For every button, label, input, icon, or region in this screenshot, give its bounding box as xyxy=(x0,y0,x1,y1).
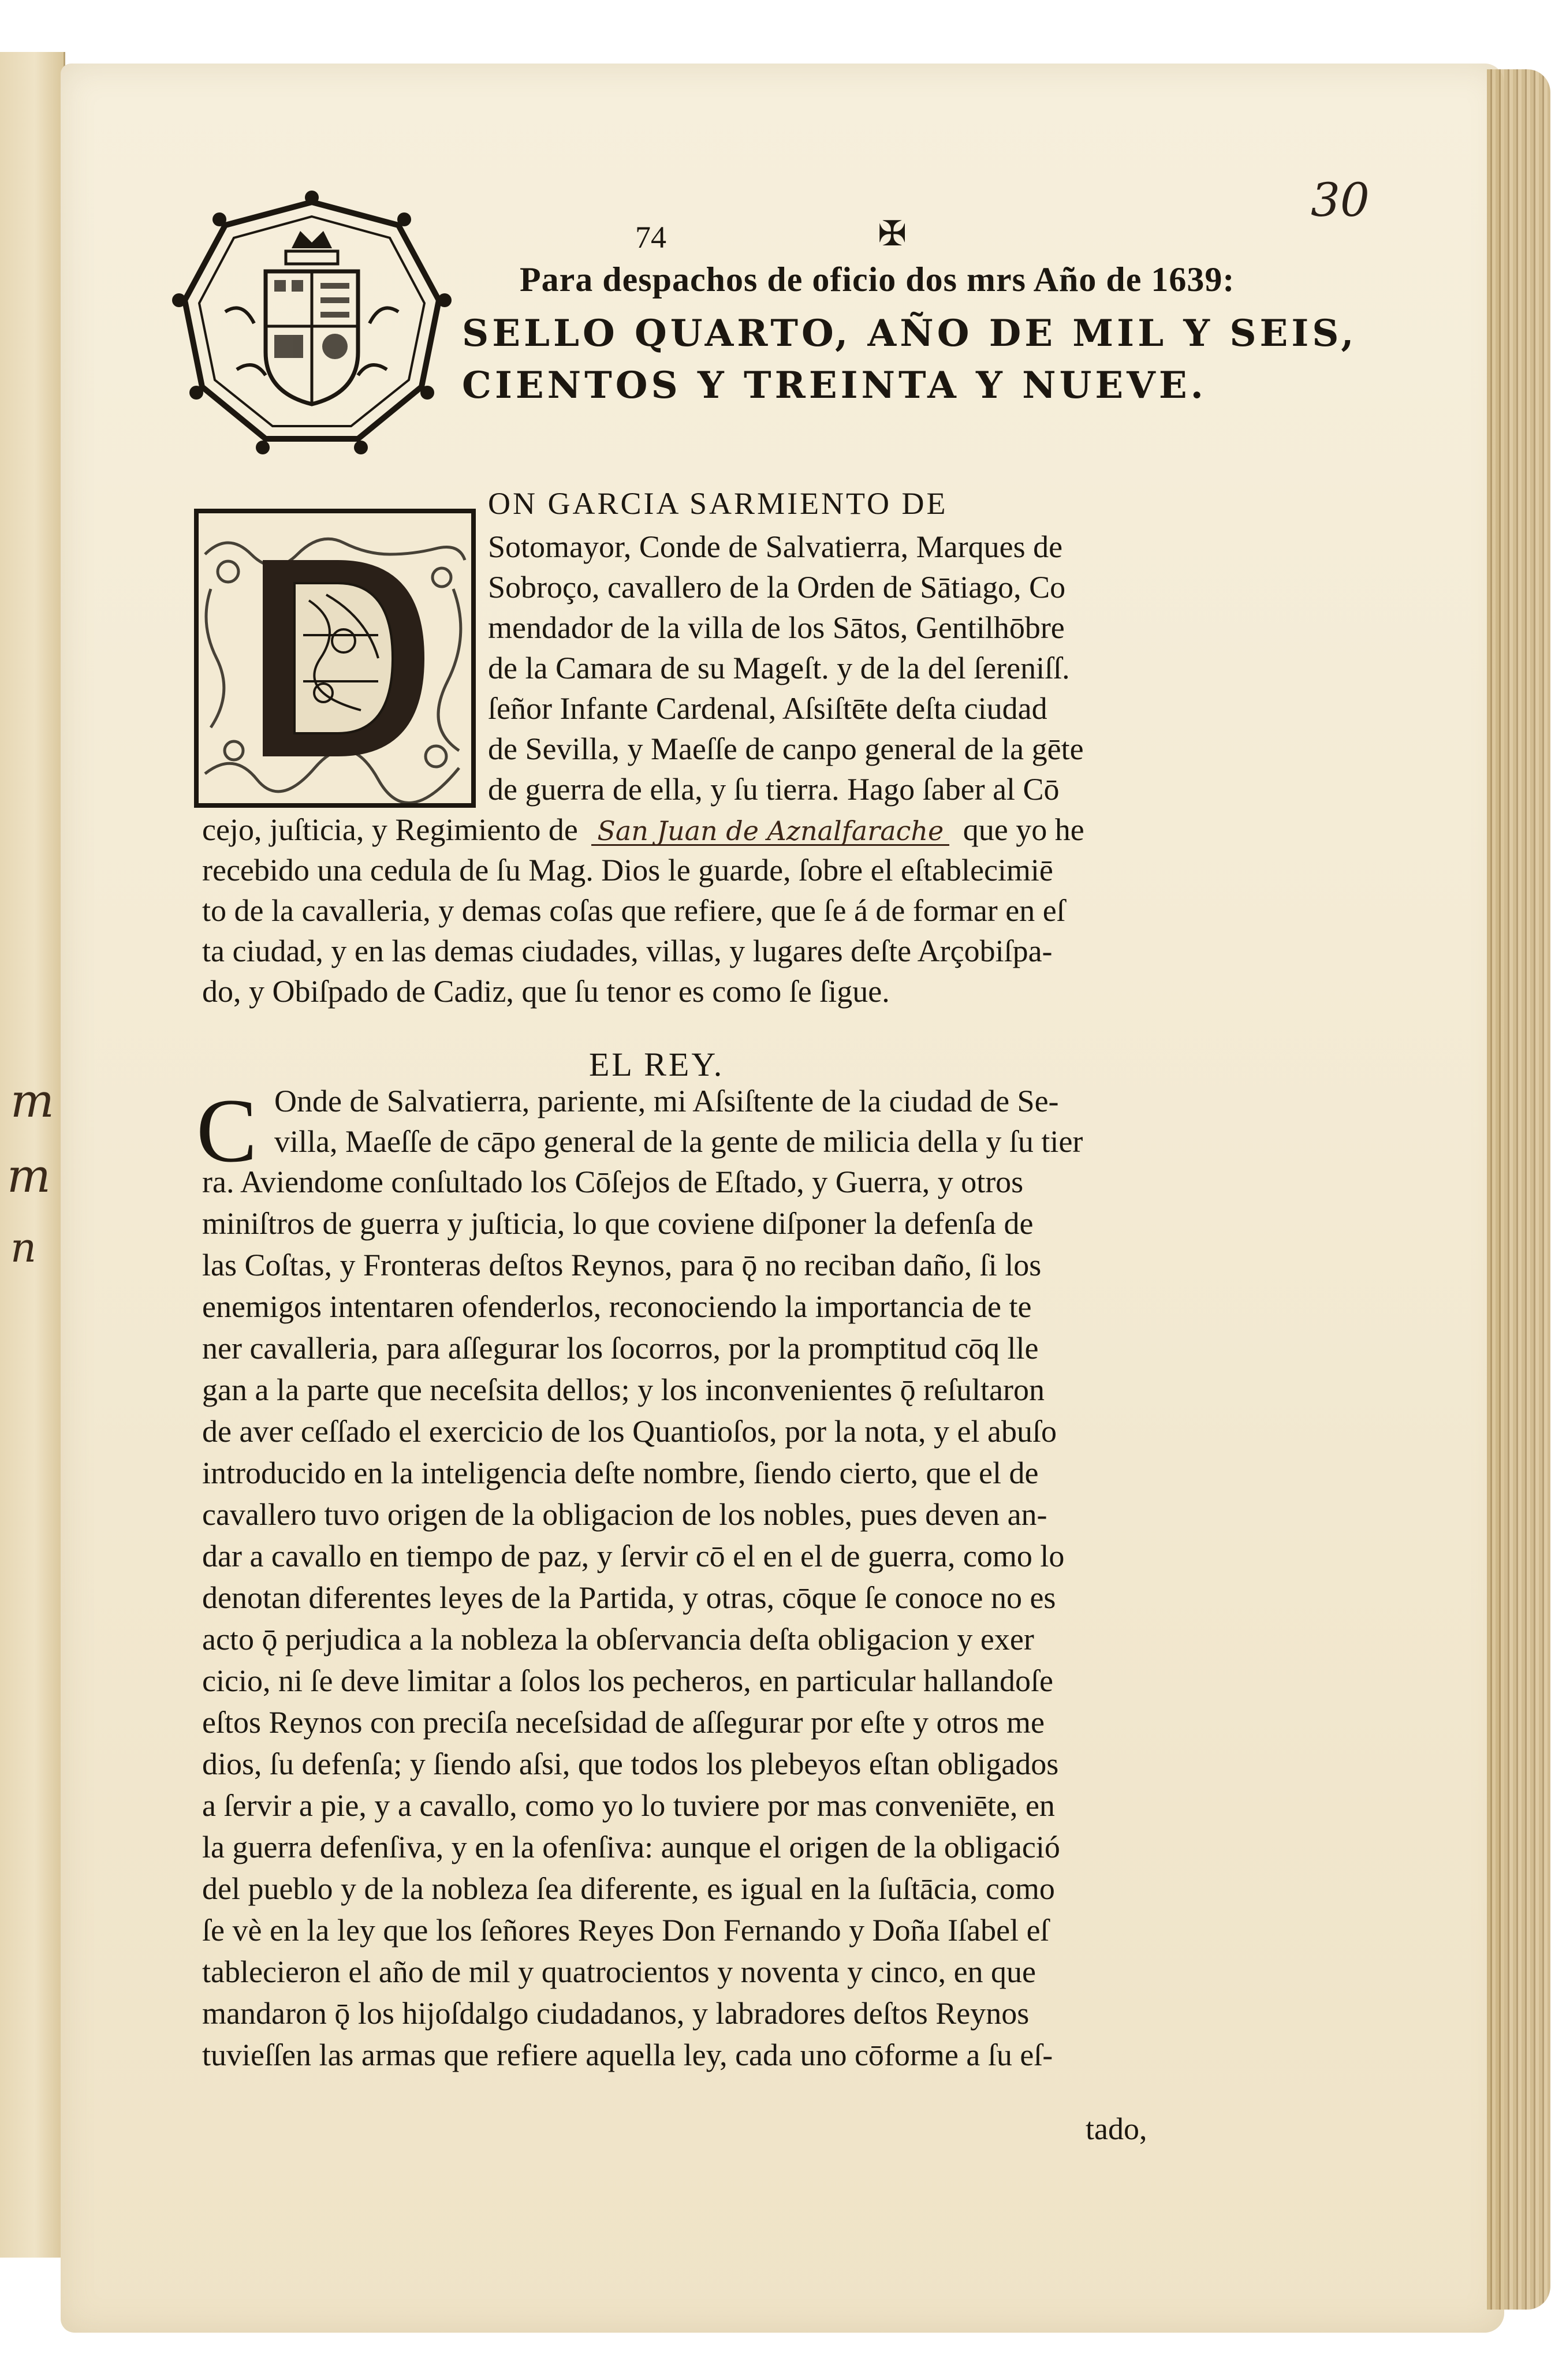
text-line: Sotomayor, Conde de Salvatierra, Marques de xyxy=(488,529,1063,564)
text-line: ta ciudad, y en las demas ciudades, villas, y lugares deſte Arçobiſpa- xyxy=(202,934,1053,968)
text-line: Onde de Salvatierra, pariente, mi Aſsiſtente de la ciudad de Se- xyxy=(274,1084,1059,1118)
concejo-prefix: cejo, juſticia, y Regimiento de xyxy=(202,812,578,847)
text-line: ſeñor Infante Cardenal, Aſsiſtēte deſta ciudad xyxy=(488,691,1047,726)
stamp-header-line-3: CIENTOS Y TREINTA Y NUEVE. xyxy=(462,364,1207,407)
text-line: acto ǭ perjudica a la nobleza la obſervancia deſta obligacion y exer xyxy=(202,1622,1034,1657)
text-line: de la Camara de su Mageſt. y de la del ſereniſſ. xyxy=(488,651,1070,685)
stamp-seal-coat-of-arms xyxy=(167,185,456,456)
text-line: tablecieron el año de mil y quatrocientos y noventa y cinco, en que xyxy=(202,1954,1036,1989)
text-line: dar a cavallo en tiempo de paz, y ſervir cō el en el de guerra, como lo xyxy=(202,1539,1065,1573)
text-line: denotan diferentes leyes de la Partida, y otras, cōque ſe conoce no es xyxy=(202,1580,1056,1615)
text-line: Sobroço, cavallero de la Orden de Sātiago, Co xyxy=(488,570,1066,605)
text-line: to de la cavalleria, y demas coſas que refiere, que ſe á de formar en eſ xyxy=(202,893,1065,928)
handwritten-place-name: San Juan de Aznalfarache xyxy=(591,818,949,846)
text-line: cavallero tuvo origen de la obligacion de los nobles, pues deven an- xyxy=(202,1497,1047,1532)
text-line: miniſtros de guerra y juſticia, lo que coviene diſponer la defenſa de xyxy=(202,1206,1034,1241)
text-line: eſtos Reynos con preciſa neceſsidad de aſſegurar por eſte y otros me xyxy=(202,1705,1045,1740)
catchword: tado, xyxy=(1086,2112,1147,2146)
text-line: de guerra de ella, y ſu tierra. Hago ſaber al Cō xyxy=(488,772,1060,807)
folio-number: 30 xyxy=(1311,173,1370,227)
text-line: enemigos intentaren ofenderlos, reconociendo la importancia de te xyxy=(202,1289,1032,1324)
text-line: introducido en la inteligencia deſte nombre, ſiendo cierto, que el de xyxy=(202,1456,1039,1490)
text-line: tuvieſſen las armas que refiere aquella ley, cada uno cōforme a ſu eſ- xyxy=(202,2038,1053,2072)
text-line: ner cavalleria, para aſſegurar los ſocorros, por la promptitud cōq lle xyxy=(202,1331,1039,1366)
stamp-header-line-2: SELLO QUARTO, AÑO DE MIL Y SEIS, xyxy=(462,312,1358,355)
text-line xyxy=(202,814,1084,846)
page-stack-edges xyxy=(1487,69,1550,2310)
text-line: la guerra defenſiva, y en la ofenſiva: aunque el origen de la obligació xyxy=(202,1830,1060,1864)
stamp-header-line-1: Para despachos de oficio dos mrs Año de 1639: xyxy=(520,260,1235,299)
initial-c: C xyxy=(196,1080,258,1181)
text-line: mandaron ǭ los hijoſdalgo ciudadanos, y labradores deſtos Reynos xyxy=(202,1996,1030,2031)
text-line: dios, ſu defenſa; y ſiendo aſsi, que todos los plebeyos eſtan obligados xyxy=(202,1747,1059,1781)
text-line: ON GARCIA SARMIENTO DE xyxy=(488,486,948,521)
text-line: de Sevilla, y Maeſſe de canpo general de la gēte xyxy=(488,732,1084,766)
text-line: mendador de la villa de los Sātos, Gentilhōbre xyxy=(488,610,1065,645)
decorated-initial-d xyxy=(193,508,476,808)
margin-mark: m xyxy=(10,1074,54,1128)
text-line: del pueblo y de la nobleza ſea diferente, es igual en la ſuſtācia, como xyxy=(202,1871,1055,1906)
text-line: cicio, ni ſe deve limitar a ſolos los pecheros, en particular hallandoſe xyxy=(202,1663,1053,1698)
text-line: las Coſtas, y Fronteras deſtos Reynos, para ǭ no reciban daño, ſi los xyxy=(202,1248,1042,1282)
page-number: 74 xyxy=(635,220,666,255)
concejo-suffix: que yo he xyxy=(963,812,1084,847)
text-line: ra. Aviendome conſultado los Cōſejos de Eſtado, y Guerra, y otros xyxy=(202,1165,1024,1199)
margin-mark: m xyxy=(7,1149,51,1203)
text-line: villa, Maeſſe de cāpo general de la gente de milicia della y ſu tier xyxy=(274,1124,1083,1159)
text-line: gan a la parte que neceſsita dellos; y los inconvenientes ǭ reſultaron xyxy=(202,1372,1045,1407)
text-line: do, y Obiſpado de Cadiz, que ſu tenor es como ſe ſigue. xyxy=(202,974,890,1009)
text-line: de aver ceſſado el exercicio de los Quantioſos, por la nota, y el abuſo xyxy=(202,1414,1057,1449)
text-line: a ſervir a pie, y a cavallo, como yo lo tuviere por mas conveniēte, en xyxy=(202,1788,1055,1823)
margin-mark: n xyxy=(10,1224,37,1271)
text-line: recebido una cedula de ſu Mag. Dios le guarde, ſobre el eſtablecimiē xyxy=(202,853,1053,887)
text-line: ſe vè en la ley que los ſeñores Reyes Don Fernando y Doña Iſabel eſ xyxy=(202,1913,1049,1948)
section-heading: EL REY. xyxy=(589,1046,725,1083)
cross-icon: ✠ xyxy=(878,215,907,253)
left-page-edge xyxy=(0,52,65,2258)
